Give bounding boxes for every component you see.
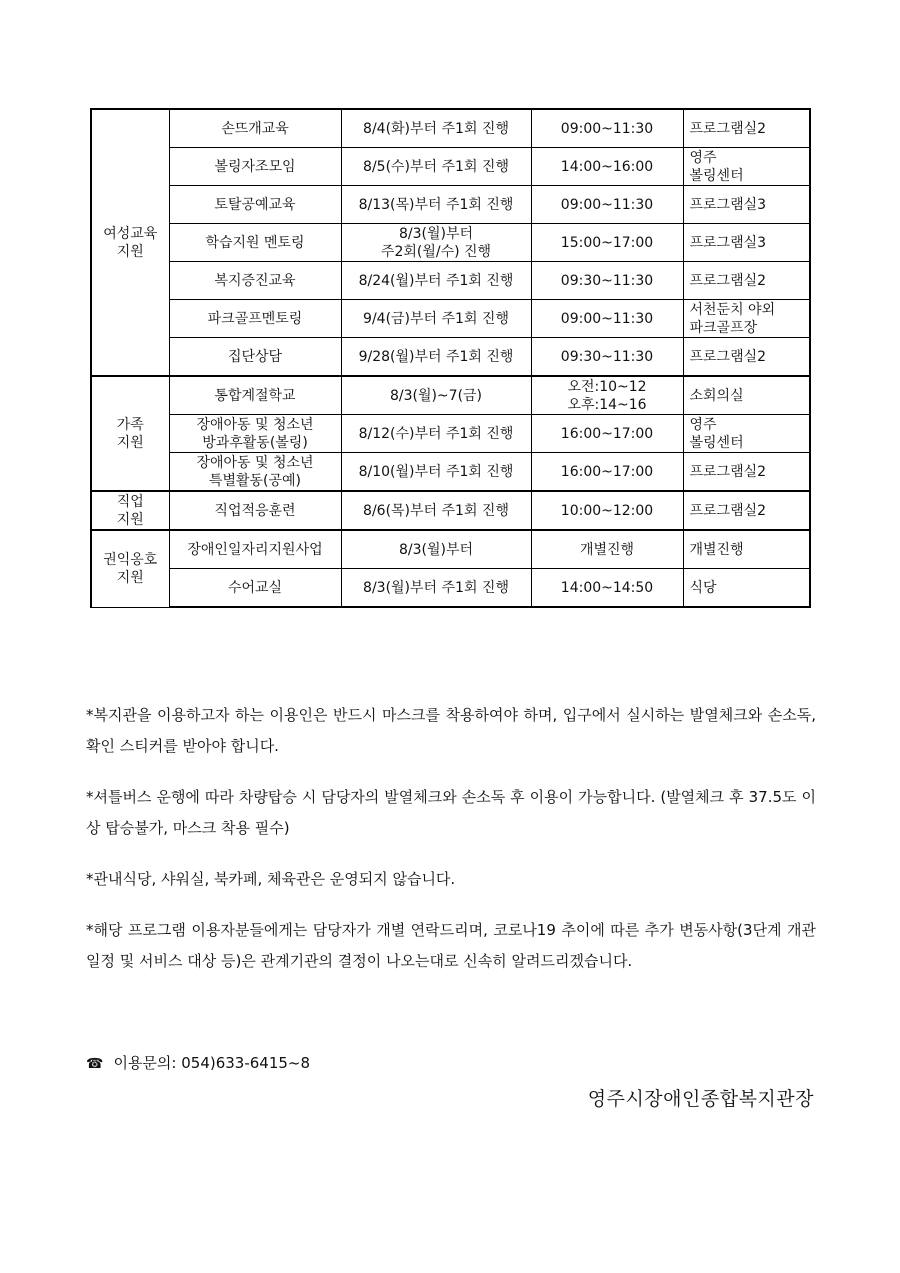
- time-line: 14:00~16:00: [560, 158, 654, 175]
- location-line: 파크골프장: [689, 319, 758, 336]
- location-cell: [683, 224, 810, 262]
- program-line: 장애아동 및 청소년: [196, 416, 314, 433]
- time-cell: [531, 262, 683, 300]
- location-cell: [683, 300, 810, 338]
- category-line: 직업: [116, 493, 144, 510]
- program-line: 장애아동 및 청소년: [196, 454, 314, 471]
- schedule-cell: [341, 224, 531, 262]
- category-line: 권익옹호: [103, 551, 158, 568]
- time-line: 10:00~12:00: [560, 502, 654, 519]
- time-cell: [531, 453, 683, 492]
- location-line: 프로그램실2: [689, 120, 767, 137]
- table-row: [91, 148, 810, 186]
- program-line: 복지증진교육: [214, 272, 296, 289]
- schedule-cell: [341, 186, 531, 224]
- location-line: 영주: [689, 149, 717, 166]
- program-line: 직업적응훈련: [214, 502, 296, 519]
- time-cell: [531, 376, 683, 415]
- time-cell: [531, 148, 683, 186]
- program-line: 특별활동(공예): [208, 472, 302, 489]
- program-cell: [169, 415, 341, 453]
- program-line: 토탈공예교육: [214, 196, 296, 213]
- table-row: [91, 300, 810, 338]
- location-cell: [683, 186, 810, 224]
- time-cell: [531, 530, 683, 569]
- time-line: 오전:10~12: [567, 378, 647, 395]
- schedule-cell: [341, 262, 531, 300]
- location-line: 볼링센터: [689, 434, 744, 451]
- category-line: 지원: [116, 243, 144, 260]
- table-row: [91, 569, 810, 608]
- time-cell: [531, 491, 683, 530]
- contact-label: 이용문의: 054)633-6415~8: [113, 1054, 311, 1072]
- notice-mask: *복지관을 이용하고자 하는 이용인은 반드시 마스크를 착용하여야 하며, 입구에서 실시하는 발열체크와 손소독, 확인 스티커를 받아야 합니다.: [86, 706, 816, 755]
- category-line: 여성교육: [103, 225, 158, 242]
- program-cell: [169, 530, 341, 569]
- time-line: 09:30~11:30: [560, 272, 654, 289]
- category-line: 지원: [116, 434, 144, 451]
- program-cell: [169, 569, 341, 608]
- schedule-line: 8/24(월)부터 주1회 진행: [358, 272, 514, 289]
- location-line: 프로그램실2: [689, 502, 767, 519]
- schedule-cell: [341, 338, 531, 377]
- category-cell: [91, 109, 169, 376]
- schedule-line: 주2회(월/수) 진행: [380, 243, 492, 260]
- schedule-line: 8/4(화)부터 주1회 진행: [363, 120, 509, 137]
- program-cell: [169, 224, 341, 262]
- contact-info: [86, 1052, 310, 1073]
- schedule-line: 8/3(월)부터 주1회 진행: [363, 579, 509, 596]
- schedule-cell: [341, 300, 531, 338]
- table-row: [91, 530, 810, 569]
- table-row: [91, 453, 810, 492]
- table-row: [91, 338, 810, 377]
- program-line: 장애인일자리지원사업: [187, 541, 323, 558]
- location-cell: [683, 453, 810, 492]
- time-cell: [531, 224, 683, 262]
- location-line: 프로그램실3: [689, 234, 767, 251]
- schedule-line: 8/5(수)부터 주1회 진행: [363, 158, 509, 175]
- program-line: 볼링자조모임: [214, 158, 296, 175]
- location-cell: [683, 109, 810, 148]
- phone-icon: ☎: [86, 1056, 104, 1072]
- table-row: [91, 376, 810, 415]
- program-cell: [169, 300, 341, 338]
- program-line: 손뜨개교육: [221, 120, 289, 137]
- time-cell: [531, 338, 683, 377]
- schedule-line: 9/28(월)부터 주1회 진행: [358, 348, 514, 365]
- schedule-cell: [341, 569, 531, 608]
- organization-signature: 영주시장애인종합복지관장: [587, 1088, 814, 1110]
- schedule-line: 8/3(월)부터: [398, 541, 474, 558]
- program-cell: [169, 376, 341, 415]
- location-cell: [683, 376, 810, 415]
- location-cell: [683, 148, 810, 186]
- schedule-line: 8/13(목)부터 주1회 진행: [358, 196, 514, 213]
- program-cell: [169, 453, 341, 492]
- schedule-cell: [341, 530, 531, 569]
- schedule-line: 8/6(목)부터 주1회 진행: [363, 502, 509, 519]
- location-cell: [683, 338, 810, 377]
- time-line: 09:30~11:30: [560, 348, 654, 365]
- time-line: 09:00~11:30: [560, 310, 654, 327]
- notice-section: [86, 700, 816, 997]
- location-cell: [683, 491, 810, 530]
- location-cell: [683, 569, 810, 608]
- category-line: 가족: [116, 416, 144, 433]
- notice-closed-facilities: *관내식당, 샤워실, 북카페, 체육관은 운영되지 않습니다.: [86, 870, 456, 888]
- location-line: 볼링센터: [689, 167, 744, 184]
- program-line: 학습지원 멘토링: [205, 234, 305, 251]
- schedule-line: 8/10(월)부터 주1회 진행: [358, 463, 514, 480]
- schedule-cell: [341, 415, 531, 453]
- time-line: 09:00~11:30: [560, 196, 654, 213]
- time-line: 09:00~11:30: [560, 120, 654, 137]
- location-line: 프로그램실2: [689, 272, 767, 289]
- program-line: 방과후활동(볼링): [202, 434, 308, 451]
- program-line: 집단상담: [227, 348, 283, 365]
- notice-contact-update: *해당 프로그램 이용자분들에게는 담당자가 개별 연락드리며, 코로나19 추이에 따른 추가 변동사항(3단계 개관일정 및 서비스 대상 등)은 관계기관의 결정이 나오는대로 신속히 알려드리겠습니다.: [86, 921, 816, 970]
- category-line: 지원: [116, 569, 144, 586]
- schedule-cell: [341, 491, 531, 530]
- category-cell: [91, 491, 169, 530]
- schedule-cell: [341, 148, 531, 186]
- table-row: [91, 262, 810, 300]
- location-line: 프로그램실2: [689, 348, 767, 365]
- location-line: 프로그램실3: [689, 196, 767, 213]
- program-cell: [169, 491, 341, 530]
- time-line: 15:00~17:00: [560, 234, 654, 251]
- schedule-line: 8/3(월)부터: [398, 225, 474, 242]
- time-line: 개별진행: [579, 541, 635, 558]
- location-line: 식당: [689, 579, 717, 596]
- time-line: 오후:14~16: [567, 396, 647, 413]
- program-line: 수어교실: [227, 579, 283, 596]
- program-cell: [169, 109, 341, 148]
- time-line: 16:00~17:00: [560, 425, 654, 442]
- table-row: [91, 186, 810, 224]
- program-cell: [169, 148, 341, 186]
- category-cell: [91, 376, 169, 491]
- schedule-cell: [341, 453, 531, 492]
- program-line: 파크골프멘토링: [207, 310, 303, 327]
- time-cell: [531, 300, 683, 338]
- location-line: 영주: [689, 416, 717, 433]
- location-cell: [683, 415, 810, 453]
- location-cell: [683, 262, 810, 300]
- schedule-cell: [341, 109, 531, 148]
- time-line: 16:00~17:00: [560, 463, 654, 480]
- program-cell: [169, 338, 341, 377]
- location-line: 프로그램실2: [689, 463, 767, 480]
- time-cell: [531, 569, 683, 608]
- schedule-cell: [341, 376, 531, 415]
- location-line: 소회의실: [689, 387, 744, 404]
- category-line: 지원: [116, 511, 144, 528]
- location-line: 개별진행: [689, 541, 744, 558]
- table-row: [91, 415, 810, 453]
- schedule-line: 8/3(월)~7(금): [389, 387, 483, 404]
- time-line: 14:00~14:50: [560, 579, 654, 596]
- location-cell: [683, 530, 810, 569]
- program-cell: [169, 186, 341, 224]
- time-cell: [531, 109, 683, 148]
- location-line: 서천둔치 야외: [689, 301, 776, 318]
- table-row: [91, 224, 810, 262]
- category-cell: [91, 530, 169, 607]
- notice-shuttle: *셔틀버스 운행에 따라 차량탑승 시 담당자의 발열체크와 손소독 후 이용이 가능합니다. (발열체크 후 37.5도 이상 탑승불가, 마스크 착용 필수): [86, 788, 816, 837]
- program-line: 통합계절학교: [214, 387, 296, 404]
- table-row: [91, 109, 810, 148]
- program-schedule-table: [90, 108, 811, 608]
- program-cell: [169, 262, 341, 300]
- time-cell: [531, 186, 683, 224]
- schedule-line: 9/4(금)부터 주1회 진행: [363, 310, 509, 327]
- time-cell: [531, 415, 683, 453]
- schedule-line: 8/12(수)부터 주1회 진행: [358, 425, 514, 442]
- table-row: [91, 491, 810, 530]
